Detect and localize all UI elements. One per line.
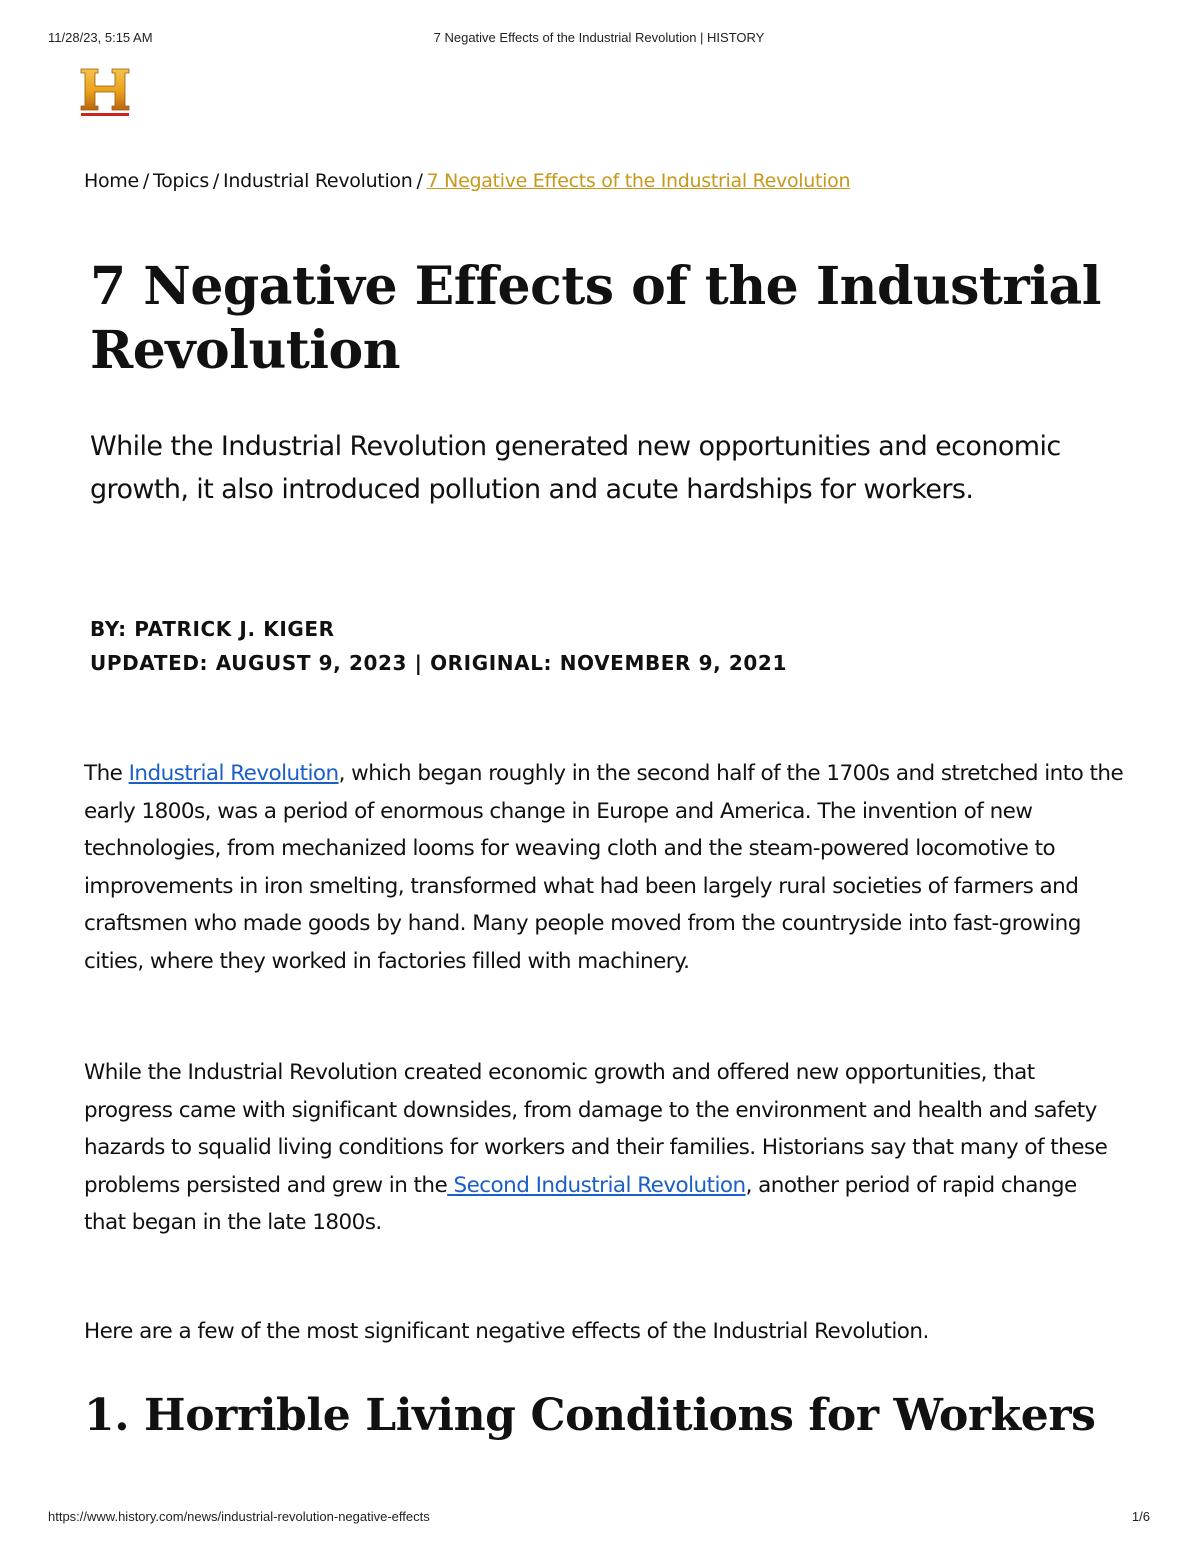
date-line (90, 646, 787, 680)
industrial-revolution-link[interactable]: Industrial Revolution (128, 761, 339, 786)
second-industrial-revolution-link[interactable]: Second Industrial Revolution (447, 1172, 746, 1198)
print-page-number: 1/6 (1131, 1509, 1150, 1524)
breadcrumb-home[interactable]: Home (84, 170, 139, 192)
original-date: ORIGINAL: NOVEMBER 9, 2021 (430, 651, 787, 675)
author-byline: BY: PATRICK J. KIGER (90, 617, 335, 641)
paragraph-text: While the Industrial Revolution created economic growth and offered new opportunities, that progress came with significant downsides, from damage to the environment and health and safety hazards to squalid living conditions for workers and their families. Historians say that many of these problems persisted and grew in the (84, 1060, 1108, 1198)
breadcrumb-separator: / (416, 170, 423, 192)
print-page-title: 7 Negative Effects of the Industrial Revolution | HISTORY (433, 30, 765, 45)
history-logo[interactable] (79, 66, 131, 118)
byline-block (90, 612, 787, 680)
breadcrumb-topics[interactable]: Topics (153, 170, 209, 192)
date-divider: | (414, 651, 423, 675)
breadcrumb-industrial-revolution[interactable]: Industrial Revolution (223, 170, 413, 192)
section-heading-1: 1. Horrible Living Conditions for Workers (84, 1390, 1096, 1441)
paragraph-downsides (84, 1054, 1124, 1242)
paragraph-text: , which began roughly in the second half of the 1700s and stretched into the early 1800s, was a period of enormous change in Europe and America. The invention of new technologies, from mechanized looms for weaving cloth and the steam-powered locomotive to improvements in iron smelting, transformed what had been largely rural societies of farmers and craftsmen who made goods by hand. Many people moved from the countryside into fast-growing cities, where they worked in factories filled with machinery. (84, 761, 1124, 974)
print-datetime: 11/28/23, 5:15 AM (48, 30, 153, 45)
breadcrumb (84, 170, 850, 192)
paragraph-list-intro: Here are a few of the most significant negative effects of the Industrial Revolution. (84, 1319, 929, 1344)
article-dek: While the Industrial Revolution generated new opportunities and economic growth, it also introduced pollution and acute hardships for workers. (90, 431, 1061, 505)
paragraph-text: , another period of rapid change that began in the late 1800s. (84, 1172, 1077, 1235)
print-header (48, 30, 1150, 46)
breadcrumb-separator: / (212, 170, 220, 192)
print-footer (48, 1509, 1150, 1525)
paragraph-intro (84, 755, 1124, 980)
breadcrumb-current[interactable]: 7 Negative Effects of the Industrial Revolution (426, 170, 851, 192)
print-url: https://www.history.com/news/industrial-revolution-negative-effects (48, 1509, 430, 1524)
updated-date: UPDATED: AUGUST 9, 2023 (90, 651, 408, 675)
paragraph-text: The (84, 761, 129, 786)
history-h-icon (79, 66, 131, 118)
article-title: 7 Negative Effects of the Industrial Revolution (90, 256, 1102, 381)
breadcrumb-separator: / (142, 170, 150, 192)
